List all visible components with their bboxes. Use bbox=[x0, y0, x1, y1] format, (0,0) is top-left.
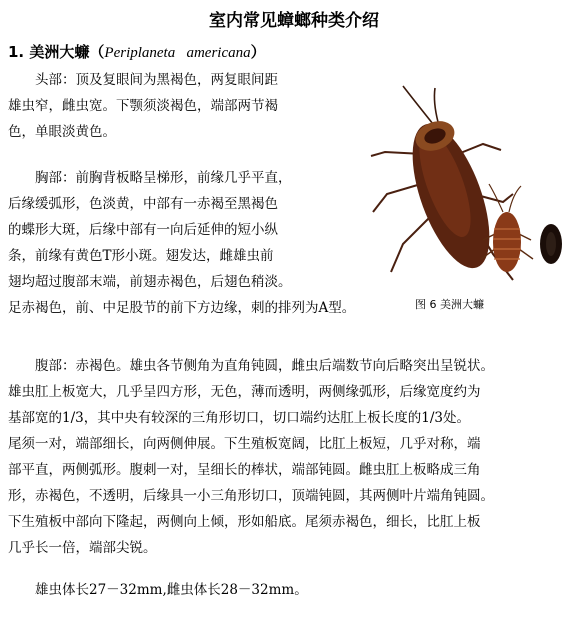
paren-open: （ bbox=[89, 43, 105, 61]
body-line: 基部宽的1/3，其中央有较深的三角形切口，切口端约达肛上板长度的1/3处。 bbox=[8, 410, 470, 426]
section-heading bbox=[8, 41, 266, 62]
body-line: 雄虫体长27－32mm,雌虫体长28－32mm。 bbox=[8, 582, 308, 598]
body-line: 后缘缓弧形，色淡黄，中部有一赤褐至黑褐色 bbox=[8, 196, 278, 212]
section-number: 1. bbox=[8, 43, 25, 61]
body-line: 翅均超过腹部末端，前翅赤褐色，后翅色稍淡。 bbox=[8, 274, 292, 290]
cockroach-figure bbox=[363, 84, 575, 290]
body-line: 足赤褐色，前、中足股节的前下方边缘，刺的排列为A型。 bbox=[8, 300, 356, 316]
figure-caption: 图 6 美洲大蠊 bbox=[415, 298, 484, 311]
paren-close: ） bbox=[250, 43, 266, 61]
body-line: 雄虫窄，雌虫宽。下颚须淡褐色，端部两节褐 bbox=[8, 98, 278, 114]
body-line: 条，前缘有黄色T形小斑。翅发达，雌雄虫前 bbox=[8, 248, 274, 264]
ootheca bbox=[540, 224, 562, 264]
body-line: 的蝶形大斑，后缘中部有一向后延伸的短小纵 bbox=[8, 222, 278, 238]
body-line: 几乎长一倍，端部尖锐。 bbox=[8, 540, 157, 556]
body-line: 胸部：前胸背板略呈梯形，前缘几乎平直， bbox=[8, 170, 292, 186]
body-line: 腹部：赤褐色。雄虫各节侧角为直角钝圆，雌虫后端数节向后略突出呈锐状。 bbox=[8, 358, 494, 374]
species-name-cn: 美洲大蠊 bbox=[29, 43, 90, 61]
body-line: 部平直，两侧弧形。腹刺一对，呈细长的棒状，端部钝圆。雌虫肛上板略成三角 bbox=[8, 462, 481, 478]
body-line: 色，单眼淡黄色。 bbox=[8, 124, 116, 140]
page-title: 室内常见蟑螂种类介绍 bbox=[209, 11, 379, 31]
body-line: 尾须一对，端部细长，向两侧伸展。下生殖板宽阔，比肛上板短，几乎对称，端 bbox=[8, 436, 481, 452]
species-name-latin: Periplaneta americana bbox=[104, 45, 251, 61]
body-line: 头部：顶及复眼间为黑褐色，两复眼间距 bbox=[8, 72, 278, 88]
body-line: 下生殖板中部向下隆起，两侧向上倾，形如船底。尾须赤褐色，细长，比肛上板 bbox=[8, 514, 481, 530]
body-line: 形，赤褐色，不透明，后缘具一小三角形切口，顶端钝圆，其两侧叶片端角钝圆。 bbox=[8, 488, 494, 504]
body-line: 雄虫肛上板宽大，几乎呈四方形，无色，薄而透明，两侧缘弧形，后缘宽度约为 bbox=[8, 384, 481, 400]
